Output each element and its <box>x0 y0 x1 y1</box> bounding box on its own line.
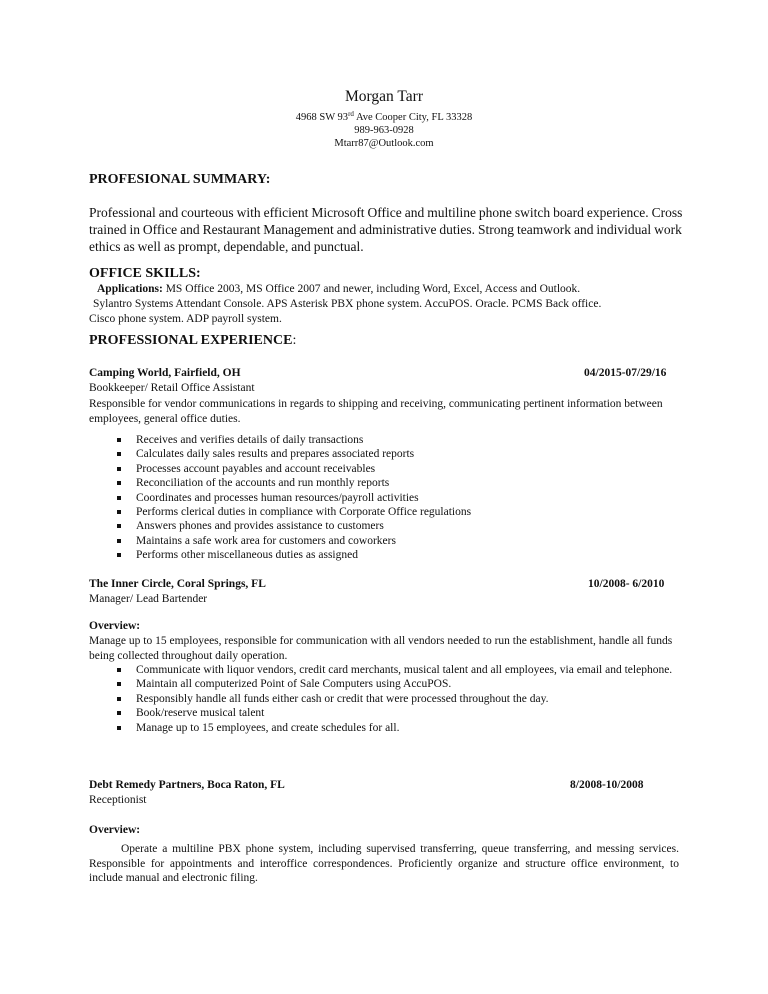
job-2-role: Manager/ Lead Bartender <box>89 593 208 605</box>
job-1-dates: 04/2015-07/29/16 <box>584 367 667 379</box>
job-2-employer: The Inner Circle, Coral Springs, FL <box>89 578 266 590</box>
experience-heading-colon: : <box>292 333 297 348</box>
job-2-duty: Communicate with liquor vendors, credit card merchants, musical talent and all employees, via email and telephone. <box>116 663 679 677</box>
skills-heading: OFFICE SKILLS: <box>89 266 201 281</box>
job-3-dates: 8/2008-10/2008 <box>570 779 644 791</box>
candidate-name: Morgan Tarr <box>345 88 423 105</box>
email-address: Mtarr87@Outlook.com <box>334 138 434 149</box>
experience-heading-text: PROFESSIONAL EXPERIENCE <box>89 333 293 348</box>
skills-line-3: Cisco phone system. ADP payroll system. <box>89 313 282 325</box>
skills-applications <box>97 282 697 297</box>
job-2-dates: 10/2008- 6/2010 <box>588 578 665 590</box>
phone-number: 989-963-0928 <box>354 125 414 136</box>
job-1-duty: Maintains a safe work area for customers and coworkers <box>116 534 696 548</box>
job-1-duty: Reconciliation of the accounts and run monthly reports <box>116 476 696 490</box>
job-1-duty: Performs clerical duties in compliance with Corporate Office regulations <box>116 505 696 519</box>
job-2-overview-label: Overview: <box>89 620 141 632</box>
experience-heading <box>89 333 296 349</box>
applications-label: Applications: <box>97 283 163 295</box>
job-3-employer: Debt Remedy Partners, Boca Raton, FL <box>89 779 285 791</box>
job-2-description: Manage up to 15 employees, responsible for communication with all vendors needed to run the establishment, handle all funds being collected throughout daily operation. <box>89 635 673 662</box>
skills-line-2: Sylantro Systems Attendant Console. APS Asterisk PBX phone system. AccuPOS. Oracle. PCMS Back office. <box>93 298 602 310</box>
job-3-description: Operate a multiline PBX phone system, including supervised transferring, queue transferring, and messing services. Responsible for appointments and interoffice correspondences. Proficiently organize and structure office environment, to include manual and electronic filing. <box>89 843 679 884</box>
job-2-duties-list <box>116 663 679 735</box>
job-3-role: Receptionist <box>89 794 147 806</box>
job-2-duty: Maintain all computerized Point of Sale Computers using AccuPOS. <box>116 677 679 691</box>
address-line <box>0 111 768 124</box>
job-2-duty: Manage up to 15 employees, and create schedules for all. <box>116 721 679 735</box>
job-3-overview-label: Overview: <box>89 824 141 836</box>
applications-list: MS Office 2003, MS Office 2007 and newer, including Word, Excel, Access and Outlook. <box>162 283 581 295</box>
address-street: 4968 SW 93 <box>295 112 349 123</box>
summary-heading: PROFESIONAL SUMMARY: <box>89 172 271 187</box>
job-1-duty: Answers phones and provides assistance to customers <box>116 519 696 533</box>
address-ordinal: rd <box>348 110 354 118</box>
job-1-duty: Receives and verifies details of daily transactions <box>116 433 696 447</box>
summary-text: Professional and courteous with efficient Microsoft Office and multiline phone switch board experience. Cross trained in Office and Restaurant Management and administrative duties. Strong teamwork and individual work ethics as well as prompt, dependable, and punctual. <box>89 205 683 254</box>
job-2-duty: Book/reserve musical talent <box>116 706 679 720</box>
job-1-duty: Processes account payables and account receivables <box>116 462 696 476</box>
job-1-duty: Coordinates and processes human resources/payroll activities <box>116 491 696 505</box>
job-1-description: Responsible for vendor communications in regards to shipping and receiving, communicating pertinent information between employees, general office duties. <box>89 398 663 425</box>
job-2-duty: Responsibly handle all funds either cash or credit that were processed throughout the day. <box>116 692 679 706</box>
job-1-duty: Performs other miscellaneous duties as assigned <box>116 548 696 562</box>
job-1-duty: Calculates daily sales results and prepares associated reports <box>116 447 696 461</box>
job-1-role: Bookkeeper/ Retail Office Assistant <box>89 382 255 394</box>
address-city: Ave Cooper City, FL 33328 <box>353 112 473 123</box>
job-1-duties-list <box>116 433 696 563</box>
job-1-employer: Camping World, Fairfield, OH <box>89 367 241 379</box>
